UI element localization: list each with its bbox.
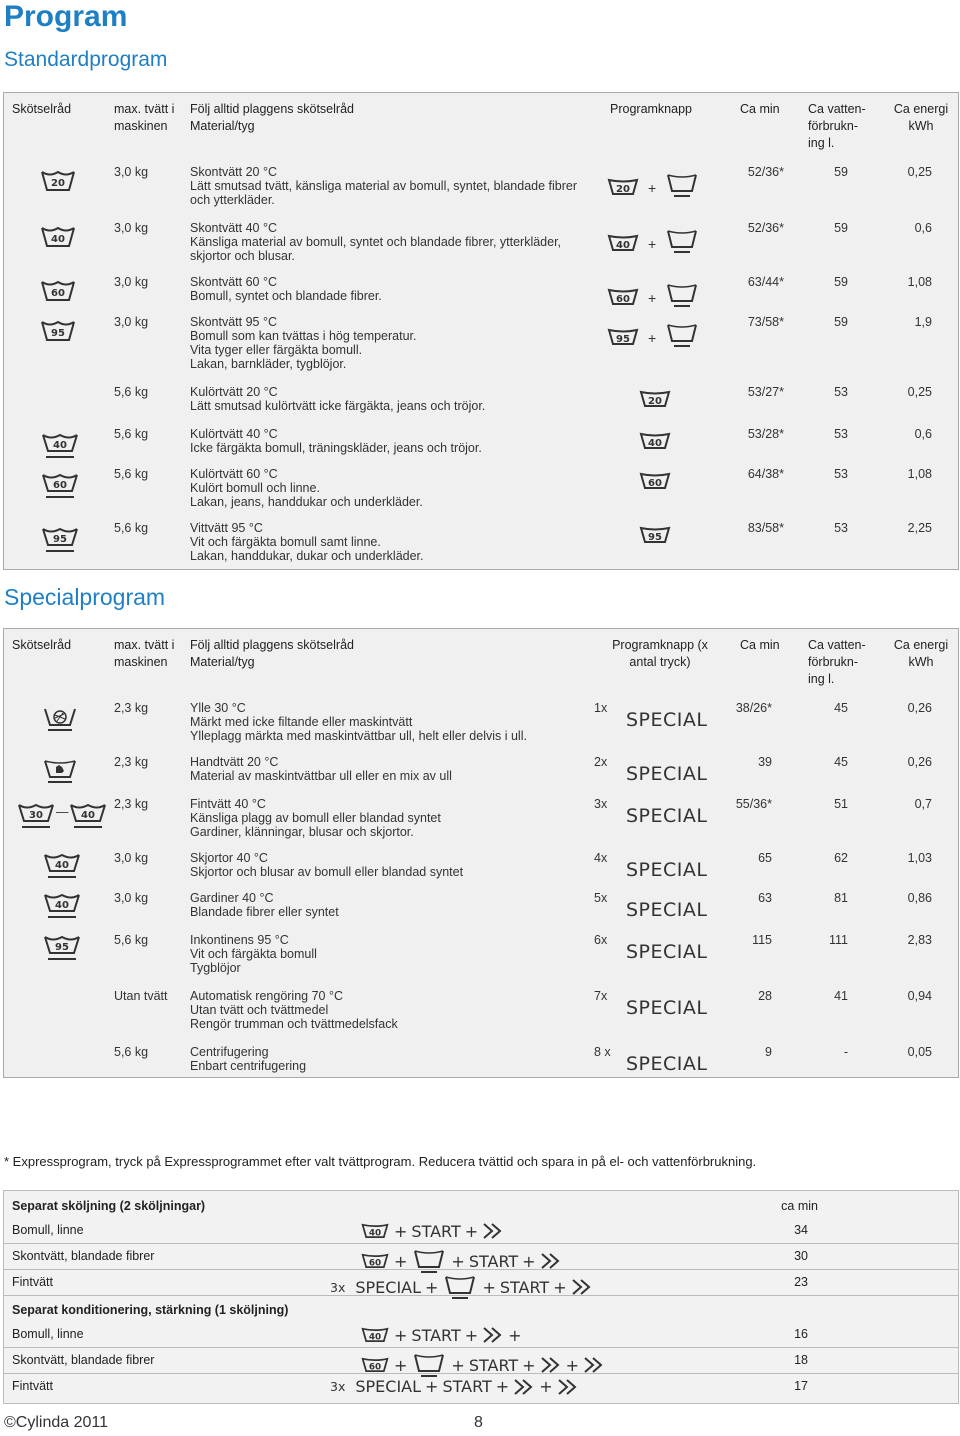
plus-sign: +	[553, 1277, 567, 1297]
max-load: 5,6 kg	[114, 521, 149, 535]
special-button[interactable]: SPECIAL	[626, 997, 708, 1019]
minutes: 63/44*	[747, 275, 784, 289]
rinse-chevron-icon[interactable]	[482, 1326, 504, 1344]
plus-sign: +	[648, 180, 657, 196]
header-water: Ca vatten- förbrukn- ing l.	[808, 102, 866, 150]
page-title: Program	[4, 0, 128, 33]
press-count: 4x	[594, 851, 608, 865]
svg-text:95: 95	[648, 532, 662, 543]
program-desc-2: Tygblöjor	[190, 961, 241, 975]
rinse-minutes: 16	[794, 1327, 808, 1341]
program-desc-1: Utan tvätt och tvättmedel	[190, 1003, 329, 1017]
svg-text:95: 95	[616, 334, 630, 345]
header-max: max. tvätt i maskinen	[114, 638, 175, 669]
wool-icon	[42, 705, 78, 736]
special-button[interactable]: SPECIAL	[626, 899, 708, 921]
start-button[interactable]: START	[442, 1377, 492, 1396]
program-desc-1: Märkt med icke filtande eller maskintvätt	[190, 715, 413, 729]
minutes: 65	[758, 851, 772, 865]
program-desc-1: Bomull som kan tvättas i hög temperatur.	[190, 329, 417, 343]
minutes: 52/36*	[747, 165, 784, 179]
minutes: 28	[758, 989, 772, 1003]
max-load: 3,0 kg	[114, 891, 149, 905]
rinse-fabric: Skontvätt, blandade fibrer	[12, 1249, 155, 1263]
program-desc-1: Bomull, syntet och blandade fibrer.	[190, 289, 382, 303]
rinse-fabric: Fintvätt	[12, 1379, 53, 1393]
start-button[interactable]: START	[411, 1325, 461, 1345]
button-sequence	[330, 1273, 593, 1301]
rinse-fabric: Bomull, linne	[12, 1223, 84, 1237]
care-symbol-60-icon	[40, 279, 76, 306]
header-desc: Följ alltid plaggens skötselråd Material/tyg	[190, 638, 354, 669]
svg-text:20: 20	[616, 184, 630, 195]
svg-text:40: 40	[55, 900, 69, 911]
water: 53	[834, 467, 848, 481]
prewash-tub-icon[interactable]	[664, 171, 700, 202]
max-load: 2,3 kg	[114, 797, 149, 811]
minutes: 73/58*	[747, 315, 784, 329]
minutes: 64/38*	[747, 467, 784, 481]
program-name: Ylle 30 °C	[190, 701, 246, 715]
conditioning-section-title: Separat konditionering, stärkning (1 sköljning)	[12, 1303, 289, 1317]
energy: 0,25	[907, 385, 932, 399]
standard-program-table	[3, 92, 959, 570]
program-name: Skontvätt 60 °C	[190, 275, 277, 289]
svg-text:20: 20	[51, 178, 65, 189]
rinse-camin-header: ca min	[781, 1199, 818, 1213]
press-count: 3x	[330, 1279, 346, 1295]
rinse-minutes: 23	[794, 1275, 808, 1289]
water: 59	[834, 315, 848, 329]
rinse-fabric: Skontvätt, blandade fibrer	[12, 1353, 155, 1367]
water: 62	[834, 851, 848, 865]
svg-text:60: 60	[648, 478, 662, 489]
plus-sign: +	[394, 1355, 408, 1375]
dash: —	[56, 805, 69, 819]
water: 45	[834, 701, 848, 715]
rinse-chevron-icon[interactable]	[482, 1222, 504, 1240]
minutes: 63	[758, 891, 772, 905]
press-count: 2x	[594, 755, 608, 769]
plus-sign: +	[394, 1221, 408, 1241]
energy: 0,05	[907, 1045, 932, 1059]
plus-sign: +	[522, 1355, 536, 1375]
hand-wash-icon	[42, 757, 78, 788]
rinse-row	[4, 1271, 958, 1296]
rinse-section-title: Separat sköljning (2 sköljningar)	[12, 1199, 206, 1213]
plus-sign: +	[539, 1377, 553, 1396]
program-button-60-icon[interactable]	[360, 1251, 390, 1271]
program-name: Vittvätt 95 °C	[190, 521, 263, 535]
plus-sign: +	[451, 1355, 465, 1375]
water: 53	[834, 521, 848, 535]
program-name: Kulörtvätt 40 °C	[190, 427, 278, 441]
start-button[interactable]: START	[411, 1221, 461, 1241]
header-energy: Ca energi kWh	[893, 638, 949, 669]
header-water: Ca vatten- förbrukn- ing l.	[808, 638, 866, 686]
press-count: 5x	[594, 891, 608, 905]
plus-sign: +	[464, 1325, 479, 1345]
svg-text:20: 20	[648, 396, 662, 407]
water: 53	[834, 427, 848, 441]
svg-text:40: 40	[616, 240, 630, 251]
prewash-tub-icon[interactable]	[664, 321, 700, 352]
energy: 0,6	[914, 427, 932, 441]
conditioning-row	[4, 1375, 958, 1399]
special-heading: Specialprogram	[4, 584, 166, 610]
water: -	[843, 1045, 848, 1059]
press-count: 8 x	[594, 1045, 611, 1059]
header-energy: Ca energi kWh	[893, 102, 949, 133]
header-min: Ca min	[740, 638, 780, 652]
rinse-minutes: 18	[794, 1353, 808, 1367]
svg-text:40: 40	[51, 234, 65, 245]
program-desc-1: Enbart centrifugering	[190, 1059, 307, 1073]
svg-text:60: 60	[616, 294, 630, 305]
rinse-row	[4, 1245, 958, 1270]
energy: 0,86	[907, 891, 932, 905]
program-name: Kulörtvätt 60 °C	[190, 467, 278, 481]
max-load: 3,0 kg	[114, 315, 149, 329]
minutes: 9	[765, 1045, 772, 1059]
program-desc-2: och ytterkläder.	[190, 193, 275, 207]
program-desc-3: Lakan, barnkläder, tygblöjor.	[190, 357, 347, 371]
water: 53	[834, 385, 848, 399]
water: 45	[834, 755, 848, 769]
energy: 2,83	[907, 933, 932, 947]
footnote: * Expressprogram, tryck på Expressprogrammet efter valt tvättprogram. Reducera tvättid och spara in på el- och vattenförbrukning.	[4, 1154, 757, 1169]
program-desc-2: Gardiner, klänningar, blusar och skjortor.	[190, 825, 414, 839]
minutes: 115	[752, 933, 772, 947]
max-load: 2,3 kg	[114, 701, 149, 715]
rinse-chevron-icon[interactable]	[513, 1378, 535, 1396]
energy: 1,08	[907, 275, 932, 289]
special-button[interactable]: SPECIAL	[626, 709, 708, 731]
plus-sign: +	[394, 1251, 408, 1271]
care-symbol-40-icon	[42, 851, 82, 884]
care-symbol-40-icon	[42, 891, 82, 924]
special-button[interactable]: SPECIAL	[626, 859, 708, 881]
energy: 0,26	[907, 755, 932, 769]
program-button-40-icon[interactable]	[606, 233, 640, 256]
rinse-minutes: 17	[794, 1379, 808, 1393]
special-button[interactable]: SPECIAL	[626, 763, 708, 785]
svg-text:60: 60	[368, 1258, 382, 1269]
energy: 1,08	[907, 467, 932, 481]
start-button[interactable]: START	[468, 1251, 519, 1271]
press-count: 3x	[330, 1379, 346, 1394]
special-button[interactable]: SPECIAL	[626, 1053, 708, 1075]
care-symbol-40-icon	[40, 225, 76, 252]
prewash-tub-icon[interactable]	[664, 227, 700, 258]
page-number: 8	[474, 1414, 483, 1431]
plus-sign: +	[482, 1277, 496, 1297]
standard-heading: Standardprogram	[4, 48, 168, 71]
minutes: 55/36*	[735, 797, 772, 811]
program-desc-1: Skjortor och blusar av bomull eller blandad syntet	[190, 865, 464, 879]
plus-sign: +	[522, 1251, 536, 1271]
program-desc-1: Blandade fibrer eller syntet	[190, 905, 339, 919]
minutes: 53/27*	[747, 385, 784, 399]
program-desc-2: Rengör trumman och tvättmedelsfack	[190, 1017, 398, 1031]
program-name: Kulörtvätt 20 °C	[190, 385, 278, 399]
care-symbol-95-icon	[40, 525, 80, 558]
care-symbol-95-icon	[40, 319, 76, 346]
svg-text:95: 95	[55, 942, 69, 953]
special-button[interactable]: SPECIAL	[626, 805, 708, 827]
energy: 1,03	[907, 851, 932, 865]
rinse-minutes: 34	[794, 1223, 808, 1237]
program-desc-1: Känsliga material av bomull, syntet och blandade fibrer, ytterkläder,	[190, 235, 562, 249]
program-button-40-icon[interactable]	[638, 431, 672, 454]
header-max: max. tvätt i maskinen	[114, 102, 175, 133]
program-button-95-icon[interactable]	[606, 327, 640, 350]
svg-text:40: 40	[53, 440, 67, 451]
program-desc-1: Vit och färgäkta bomull samt linne.	[190, 535, 381, 549]
press-count: 7x	[594, 989, 608, 1003]
program-name: Automatisk rengöring 70 °C	[190, 989, 343, 1003]
button-sequence	[360, 1325, 522, 1345]
program-name: Fintvätt 40 °C	[190, 797, 266, 811]
plus-sign: +	[648, 290, 657, 306]
rinse-table	[3, 1190, 959, 1404]
energy: 0,25	[907, 165, 932, 179]
care-symbol-40-icon	[68, 801, 108, 834]
program-button-40-icon[interactable]	[360, 1221, 390, 1241]
button-sequence	[330, 1377, 579, 1396]
program-desc-1: Icke färgäkta bomull, träningskläder, jeans och tröjor.	[190, 441, 482, 455]
care-symbol-20-icon	[40, 169, 76, 196]
start-button[interactable]: START	[468, 1355, 519, 1375]
program-name: Skontvätt 40 °C	[190, 221, 277, 235]
program-desc-1: Lätt smutsad tvätt, känsliga material av bomull, syntet, blandade fibrer	[190, 179, 577, 193]
max-load: 5,6 kg	[114, 427, 149, 441]
plus-sign: +	[425, 1377, 439, 1396]
plus-sign: +	[508, 1325, 522, 1345]
footer-copyright: ©Cylinda 2011	[4, 1414, 108, 1431]
rinse-chevron-icon[interactable]	[557, 1378, 579, 1396]
svg-text:95: 95	[51, 328, 65, 339]
care-symbol-40-icon	[40, 431, 80, 464]
care-symbol-95-icon	[42, 933, 82, 966]
minutes: 38/26*	[735, 701, 772, 715]
program-name: Skontvätt 20 °C	[190, 165, 277, 179]
energy: 1,9	[914, 315, 932, 329]
max-load: 3,0 kg	[114, 221, 149, 235]
program-desc-1: Känsliga plagg av bomull eller blandad syntet	[190, 811, 441, 825]
program-name: Centrifugering	[190, 1045, 269, 1059]
water: 41	[834, 989, 848, 1003]
energy: 0,26	[907, 701, 932, 715]
svg-text:95: 95	[53, 534, 67, 545]
program-button-60-icon[interactable]	[606, 287, 640, 310]
water: 59	[834, 221, 848, 235]
energy: 0,7	[914, 797, 932, 811]
max-load: 3,0 kg	[114, 851, 149, 865]
water: 51	[834, 797, 848, 811]
special-program-table	[3, 628, 959, 1078]
rinse-chevron-icon[interactable]	[540, 1252, 562, 1270]
program-desc-2: skjortor och blusar.	[190, 249, 295, 263]
plus-sign: +	[565, 1355, 579, 1375]
program-button-60-icon[interactable]	[360, 1355, 390, 1375]
svg-text:60: 60	[368, 1362, 382, 1373]
rinse-fabric: Bomull, linne	[12, 1327, 84, 1341]
rinse-chevron-icon[interactable]	[571, 1278, 593, 1296]
minutes: 39	[758, 755, 772, 769]
button-sequence	[360, 1221, 504, 1241]
program-desc-1: Kulört bomull och linne.	[190, 481, 320, 495]
svg-text:60: 60	[51, 288, 65, 299]
rinse-row	[4, 1219, 958, 1244]
svg-text:40: 40	[55, 860, 69, 871]
header-button: Programknapp (x antal tryck)	[612, 638, 708, 669]
minutes: 83/58*	[747, 521, 784, 535]
program-name: Handtvätt 20 °C	[190, 755, 279, 769]
plus-sign: +	[648, 330, 657, 346]
water: 59	[834, 165, 848, 179]
program-desc-2: Lakan, handdukar, dukar och underkläder.	[190, 549, 424, 563]
svg-text:40: 40	[368, 1228, 382, 1239]
max-load: 5,6 kg	[114, 385, 149, 399]
rinse-minutes: 30	[794, 1249, 808, 1263]
special-button[interactable]: SPECIAL	[355, 1377, 422, 1396]
press-count: 1x	[594, 701, 608, 715]
program-desc-1: Lätt smutsad kulörtvätt icke färgäkta, jeans och tröjor.	[190, 399, 486, 413]
minutes: 53/28*	[747, 427, 784, 441]
max-load: 5,6 kg	[114, 1045, 149, 1059]
energy: 0,6	[914, 221, 932, 235]
svg-text:60: 60	[53, 480, 67, 491]
start-button[interactable]: START	[499, 1277, 550, 1297]
program-button-40-icon[interactable]	[360, 1325, 390, 1345]
plus-sign: +	[394, 1325, 408, 1345]
svg-text:30: 30	[29, 810, 43, 821]
care-symbol-30-icon	[16, 801, 56, 834]
prewash-tub-icon[interactable]	[664, 281, 700, 312]
svg-text:40: 40	[81, 810, 95, 821]
header-button: Programknapp	[610, 102, 692, 116]
water: 111	[828, 933, 848, 947]
care-symbol-60-icon	[40, 471, 80, 504]
press-count: 6x	[594, 933, 608, 947]
program-desc-2: Vita tyger eller färgäkta bomull.	[190, 343, 363, 357]
program-button-60-icon[interactable]	[638, 471, 672, 494]
water: 59	[834, 275, 848, 289]
energy: 2,25	[907, 521, 932, 535]
program-name: Inkontinens 95 °C	[190, 933, 289, 947]
max-load: 3,0 kg	[114, 275, 149, 289]
svg-text:40: 40	[648, 438, 662, 449]
rinse-chevron-icon[interactable]	[540, 1356, 562, 1374]
press-count: 3x	[594, 797, 608, 811]
header-care: Skötselråd	[12, 638, 72, 652]
max-load: Utan tvätt	[114, 989, 168, 1003]
plus-sign: +	[648, 236, 657, 252]
conditioning-row	[4, 1349, 958, 1374]
water: 81	[834, 891, 848, 905]
plus-sign: +	[495, 1377, 510, 1396]
rinse-fabric: Fintvätt	[12, 1275, 53, 1289]
program-button-20-icon[interactable]	[606, 177, 640, 200]
header-desc: Följ alltid plaggens skötselråd Material/tyg	[190, 102, 354, 133]
prewash-tub-icon[interactable]	[442, 1273, 478, 1301]
program-name: Gardiner 40 °C	[190, 891, 274, 905]
max-load: 2,3 kg	[114, 755, 149, 769]
conditioning-row	[4, 1323, 958, 1348]
max-load: 3,0 kg	[114, 165, 149, 179]
plus-sign: +	[425, 1277, 439, 1297]
program-desc-1: Vit och färgäkta bomull	[190, 947, 317, 961]
svg-text:40: 40	[368, 1332, 382, 1343]
program-name: Skontvätt 95 °C	[190, 315, 277, 329]
program-button-20-icon[interactable]	[638, 389, 672, 412]
rinse-chevron-icon[interactable]	[583, 1356, 605, 1374]
plus-sign: +	[464, 1221, 479, 1241]
program-name: Skjortor 40 °C	[190, 851, 268, 865]
program-button-95-icon[interactable]	[638, 525, 672, 548]
special-button[interactable]: SPECIAL	[626, 941, 708, 963]
max-load: 5,6 kg	[114, 467, 149, 481]
program-desc-1: Material av maskintvättbar ull eller en mix av ull	[190, 769, 452, 783]
energy: 0,94	[907, 989, 932, 1003]
plus-sign: +	[451, 1251, 465, 1271]
header-care: Skötselråd	[12, 102, 72, 116]
max-load: 5,6 kg	[114, 933, 149, 947]
special-button[interactable]: SPECIAL	[355, 1277, 422, 1297]
program-desc-2: Ylleplagg märkta med maskintvättbar ull, helt eller delvis i ull.	[190, 729, 527, 743]
header-min: Ca min	[740, 102, 780, 116]
minutes: 52/36*	[747, 221, 784, 235]
program-desc-2: Lakan, jeans, handdukar och underkläder.	[190, 495, 423, 509]
